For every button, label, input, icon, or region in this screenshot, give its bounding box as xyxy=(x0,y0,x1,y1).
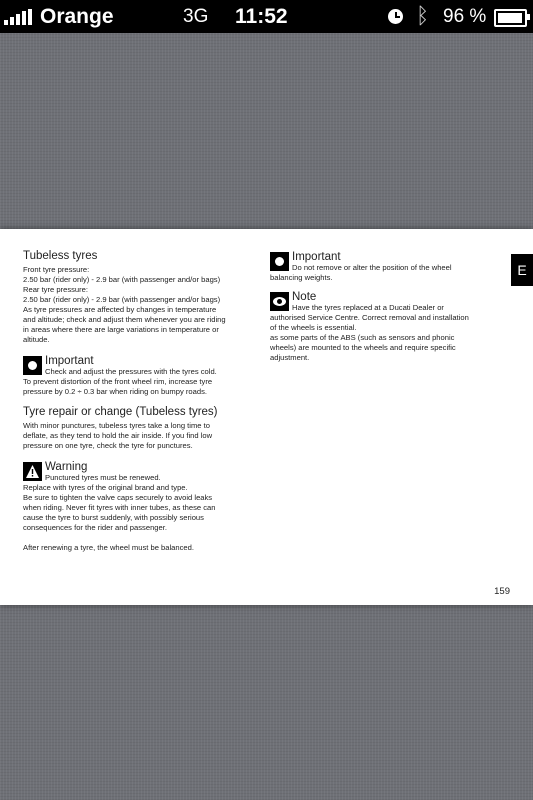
note-first-line: Do not remove or alter the position of the wheel xyxy=(292,263,452,272)
note-label: Note xyxy=(292,291,317,303)
text-line: To prevent distortion of the front wheel rim, increase tyre xyxy=(23,377,213,386)
tubeless-section xyxy=(23,249,261,345)
text-line: authorised Service Centre. Correct removal and installation xyxy=(270,313,469,322)
bluetooth-icon: ᛒ xyxy=(416,3,430,28)
text-line: when riding. Never fit tyres with inner tubes, as these can xyxy=(23,503,216,512)
text-line: balancing weights. xyxy=(270,273,333,282)
note-first-line: Punctured tyres must be renewed. xyxy=(45,473,161,482)
text-line: 2.50 bar (rider only) - 2.9 bar (with passenger and/or bags) xyxy=(23,275,221,284)
battery-percent: 96 % xyxy=(443,6,487,27)
balance-sentence: After renewing a tyre, the wheel must be balanced. xyxy=(23,543,194,552)
repair-body xyxy=(23,421,261,451)
right-column xyxy=(270,251,510,371)
status-time: 11:52 xyxy=(235,5,288,28)
note-first-line: Have the tyres replaced at a Ducati Dealer or xyxy=(292,303,444,312)
text-line: wheels) are mounted to the wheels and require specific xyxy=(270,343,456,352)
important-note-pressure xyxy=(23,355,261,397)
important-body xyxy=(23,377,261,397)
text-line: as some parts of the ABS (such as sensors and phonic xyxy=(270,333,455,342)
warning-note xyxy=(23,461,261,553)
alarm-clock-icon xyxy=(388,9,403,24)
important-icon xyxy=(23,356,42,375)
text-line: pressure by 0.2 ÷ 0.3 bar when riding on bumpy roads. xyxy=(23,387,207,396)
repair-section xyxy=(23,405,261,451)
page-number: 159 xyxy=(494,586,510,597)
text-line: 2.50 bar (rider only) - 2.9 bar (with passenger and/or bags) xyxy=(23,295,221,304)
battery-tip xyxy=(527,14,530,20)
important-icon xyxy=(270,252,289,271)
section-tab-e[interactable]: E xyxy=(511,254,533,286)
eye-icon xyxy=(270,292,289,311)
text-line: With minor punctures, tubeless tyres take a long time to xyxy=(23,421,210,430)
note-label: Warning xyxy=(45,461,88,473)
text-line: Front tyre pressure: xyxy=(23,265,90,274)
text-line: deflate, as they tend to hold the air inside. If you find low xyxy=(23,431,213,440)
warning-icon xyxy=(23,462,42,481)
left-column xyxy=(23,249,261,561)
status-bar xyxy=(0,0,533,33)
note-first-line: Check and adjust the pressures with the tyres cold. xyxy=(45,367,217,376)
note-label: Important xyxy=(45,355,94,367)
important-body xyxy=(270,273,510,283)
text-line: pressure on one tyre, check the tyre for punctures. xyxy=(23,441,193,450)
network-type: 3G xyxy=(183,6,209,27)
note-dealer xyxy=(270,291,510,363)
text-line: Replace with tyres of the original brand and type. xyxy=(23,483,188,492)
note-label: Important xyxy=(292,251,341,263)
text-line: consequences for the rider and passenger. xyxy=(23,523,167,532)
text-line: adjustment. xyxy=(270,353,310,362)
text-line: in areas where there are large variations in temperature or xyxy=(23,325,219,334)
text-line: of the wheels is essential. xyxy=(270,323,357,332)
text-line: Be sure to tighten the valve caps securely to avoid leaks xyxy=(23,493,213,502)
section-title-tubeless: Tubeless tyres xyxy=(23,250,98,262)
warning-body xyxy=(23,483,261,533)
carrier-name: Orange xyxy=(40,5,114,28)
text-line: cause the tyre to burst suddenly, with possibly serious xyxy=(23,513,204,522)
signal-bars-icon xyxy=(4,9,32,25)
text-line: As tyre pressures are affected by changes in temperature xyxy=(23,305,217,314)
important-note-weights xyxy=(270,251,510,283)
document-page xyxy=(0,229,533,605)
text-line: and altitude; check and adjust them whenever you are riding xyxy=(23,315,226,324)
note-body xyxy=(270,313,510,363)
battery-icon xyxy=(494,9,527,27)
section-title-repair: Tyre repair or change (Tubeless tyres) xyxy=(23,406,218,418)
tubeless-body xyxy=(23,265,261,345)
text-line: Rear tyre pressure: xyxy=(23,285,88,294)
text-line: altitude. xyxy=(23,335,50,344)
